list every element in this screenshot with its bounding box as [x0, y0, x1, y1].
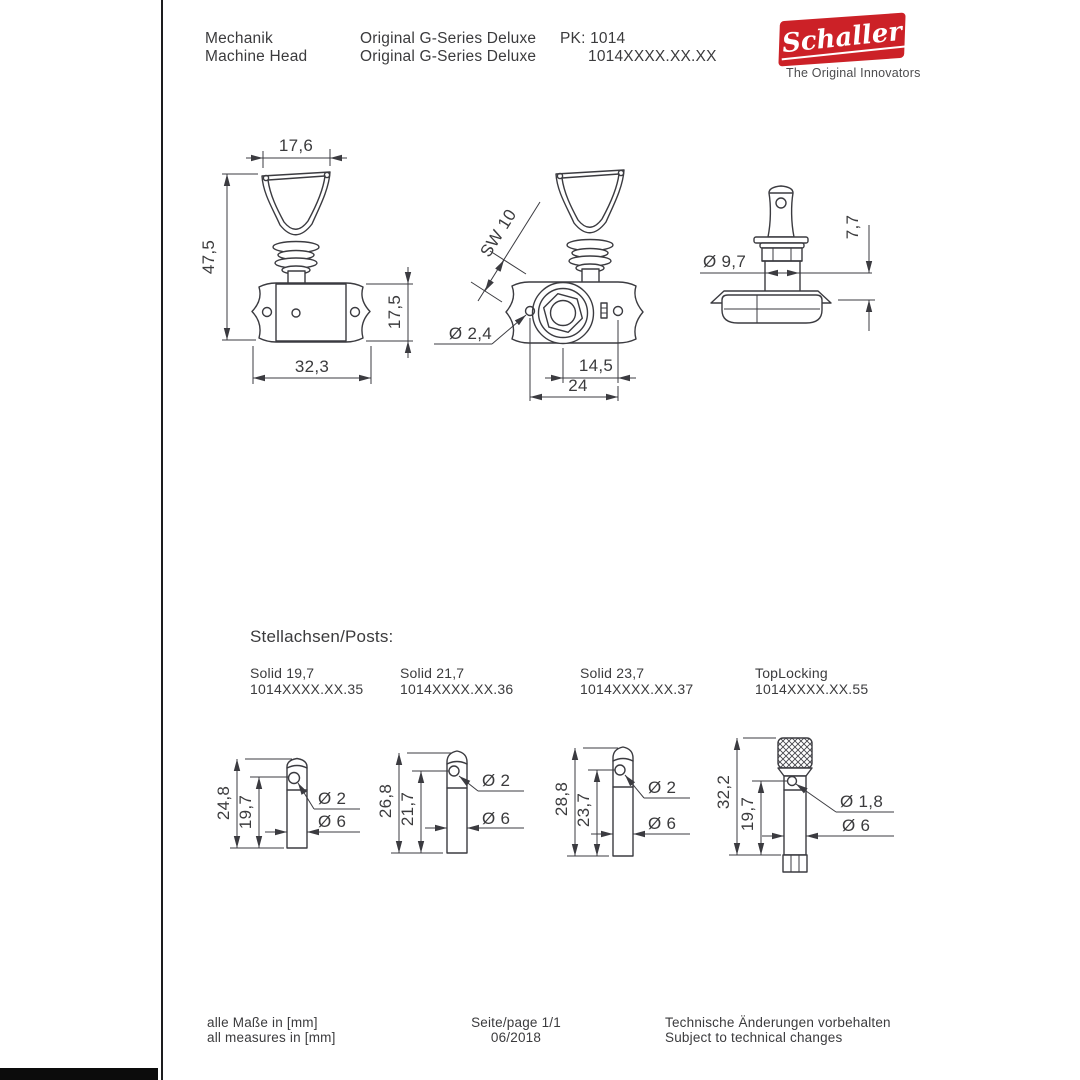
post-1-name: Solid 19,7	[250, 665, 315, 681]
header-product-en: Original G-Series Deluxe	[360, 47, 537, 65]
dim-post3-length: 23,7	[574, 792, 593, 828]
dim-post1-diameter: Ø 6	[318, 812, 347, 831]
dim-side-height: 7,7	[843, 214, 862, 240]
dim-front-housing-height: 17,5	[385, 294, 404, 330]
front-view	[199, 136, 413, 384]
footer-notice-de: Technische Änderungen vorbehalten	[665, 1015, 891, 1030]
footer-page-number: Seite/page 1/1	[471, 1015, 561, 1030]
side-view	[700, 186, 875, 331]
footer-units-de: alle Maße in [mm]	[207, 1015, 318, 1030]
logo-tagline: The Original Innovators	[786, 66, 921, 80]
dim-front-housing-width: 32,3	[294, 357, 330, 376]
schaller-logo-text: Schaller	[779, 19, 906, 61]
dim-post4-length: 19,7	[738, 796, 757, 832]
header-product-de: Original G-Series Deluxe	[360, 30, 537, 47]
post-drawing-2	[376, 751, 524, 853]
post-3-name: Solid 23,7	[580, 665, 645, 681]
dim-post2-diameter: Ø 6	[482, 809, 511, 828]
post-3-code: 1014XXXX.XX.37	[580, 680, 694, 697]
post-1-code: 1014XXXX.XX.35	[250, 680, 364, 697]
dim-post1-length: 19,7	[236, 794, 255, 830]
dim-post4-total: 32,2	[714, 774, 733, 810]
dim-post1-total: 24,8	[214, 785, 233, 821]
dim-post2-length: 21,7	[398, 791, 417, 827]
header-part-number: 1014XXXX.XX.XX	[588, 47, 717, 65]
dim-post3-total: 28,8	[552, 781, 571, 817]
post-4-code: 1014XXXX.XX.55	[755, 680, 869, 697]
dim-post2-hole: Ø 2	[482, 771, 511, 790]
header-label-de: Mechanik	[205, 30, 273, 47]
post-drawing-4	[714, 738, 894, 872]
dim-side-bushing: Ø 9,7	[703, 252, 747, 271]
dim-front-button-width: 17,6	[278, 136, 314, 155]
footer-date: 06/2018	[490, 1030, 542, 1045]
dim-post4-diameter: Ø 6	[842, 816, 871, 835]
dim-post3-hole: Ø 2	[648, 778, 677, 797]
back-view	[434, 170, 643, 401]
post-drawing-3	[552, 747, 690, 856]
header-label-en: Machine Head	[205, 47, 308, 65]
header-pk: PK: 1014	[560, 30, 626, 47]
dim-back-hex: SW 10	[476, 205, 521, 261]
dim-back-offset: 14,5	[578, 356, 614, 375]
dim-post4-hole: Ø 1,8	[840, 792, 884, 811]
dim-post2-total: 26,8	[376, 783, 395, 819]
post-2-code: 1014XXXX.XX.36	[400, 680, 514, 697]
dim-back-screw-hole: Ø 2,4	[448, 324, 492, 343]
posts-heading: Stellachsen/Posts:	[250, 627, 394, 646]
dim-front-total-height: 47,5	[199, 239, 218, 275]
footer-units-en: all measures in [mm]	[207, 1030, 336, 1045]
post-4-name: TopLocking	[755, 665, 828, 681]
dim-post1-hole: Ø 2	[318, 789, 347, 808]
post-2-name: Solid 21,7	[400, 665, 465, 681]
footer-notice-en: Subject to technical changes	[665, 1030, 843, 1045]
dim-post3-diameter: Ø 6	[648, 814, 677, 833]
dim-back-width: 24	[568, 376, 588, 395]
post-drawing-1	[214, 759, 360, 849]
